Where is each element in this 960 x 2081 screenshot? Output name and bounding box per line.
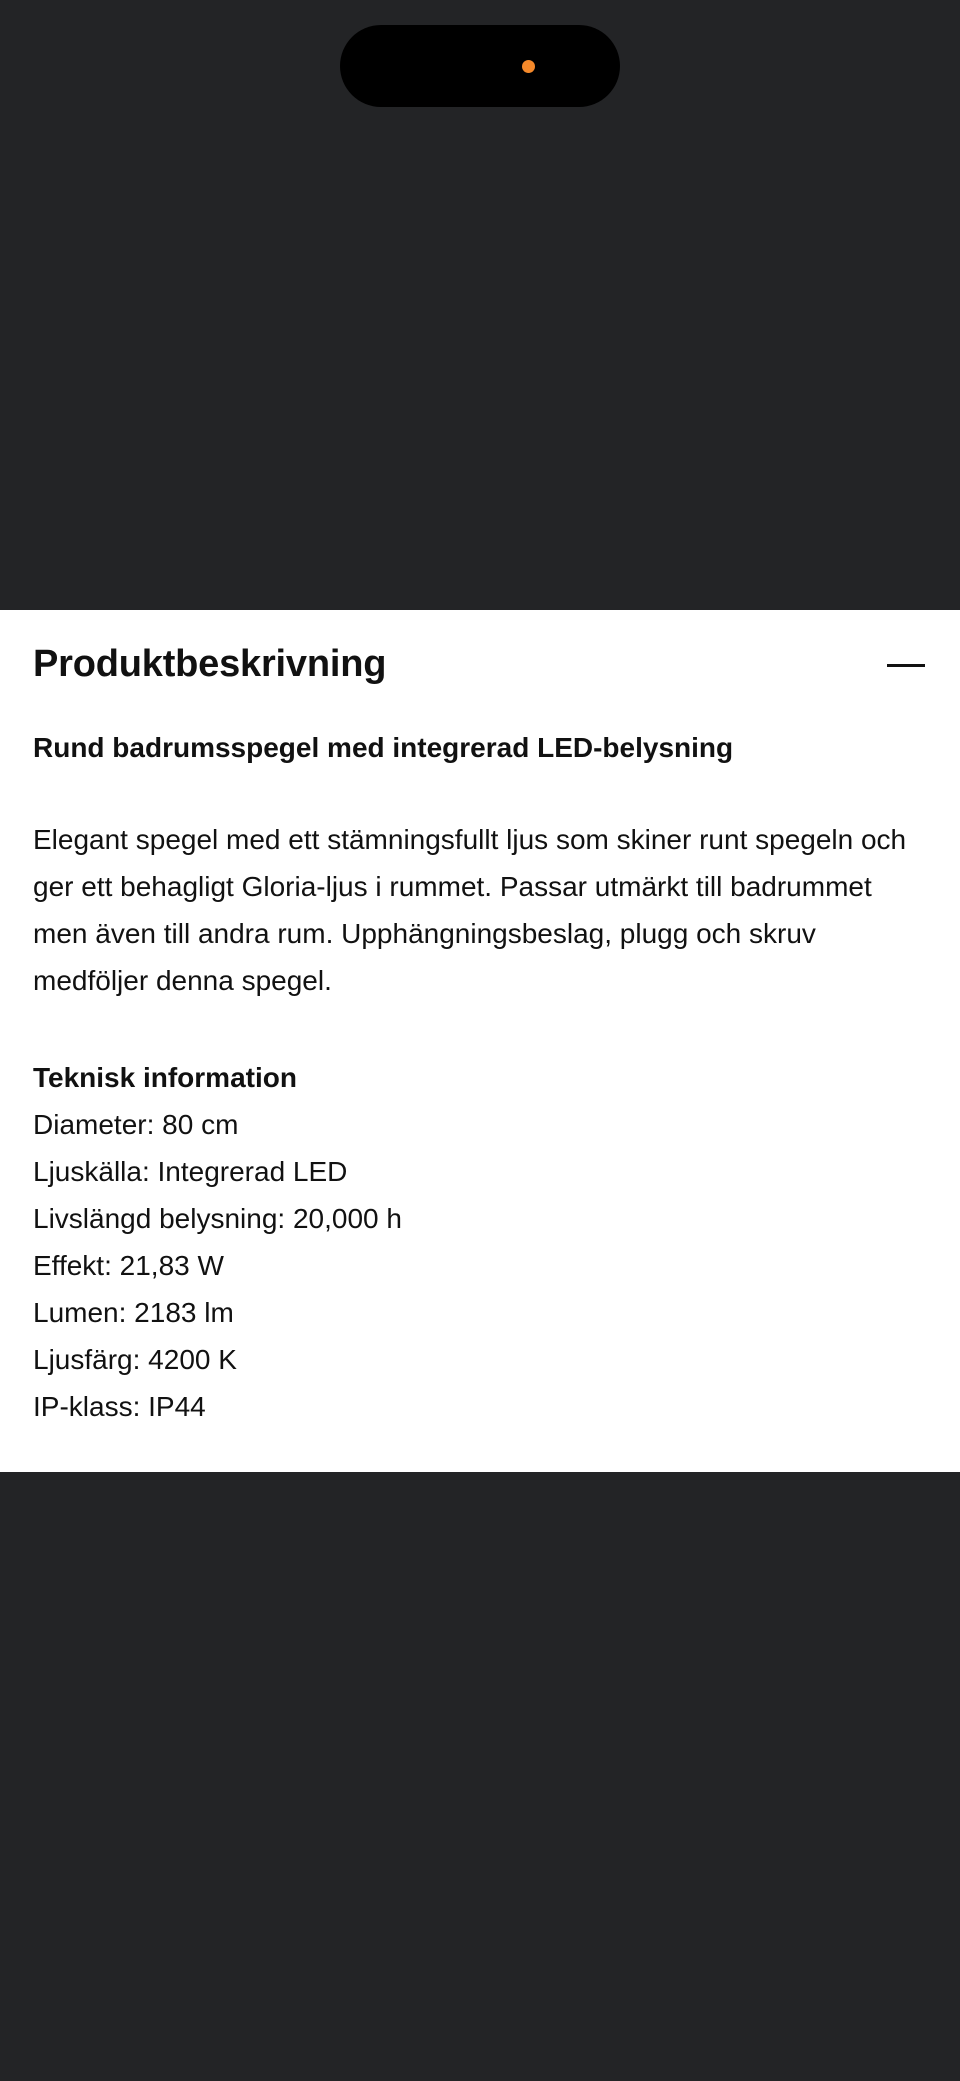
spec-light-source: Ljuskälla: Integrerad LED (33, 1156, 348, 1187)
panel-title: Produktbeskrivning (33, 643, 387, 685)
product-description-panel (0, 610, 960, 1472)
spec-power: Effekt: 21,83 W (33, 1250, 224, 1281)
technical-info-list (33, 1101, 927, 1430)
minus-icon (887, 664, 925, 667)
dynamic-island (340, 25, 620, 107)
spec-diameter: Diameter: 80 cm (33, 1109, 239, 1140)
product-description: Elegant spegel med ett stämningsfullt ljus som skiner runt spegeln och ger ett behagligt Gloria-ljus i rummet. Passar utmärkt till badrummet men även till andra rum. Upphängningsbeslag, plugg och skruv medföljer denna spegel. (33, 824, 907, 996)
spec-lifetime: Livslängd belysning: 20,000 h (33, 1203, 402, 1234)
camera-indicator-dot (522, 60, 535, 73)
spec-ip-class: IP-klass: IP44 (33, 1391, 206, 1422)
spec-light-color: Ljusfärg: 4200 K (33, 1344, 237, 1375)
product-subtitle: Rund badrumsspegel med integrerad LED-belysning (33, 732, 734, 763)
spec-lumen: Lumen: 2183 lm (33, 1297, 234, 1328)
panel-header (33, 636, 927, 692)
technical-info-heading: Teknisk information (33, 1062, 297, 1093)
collapse-button[interactable] (883, 644, 927, 688)
